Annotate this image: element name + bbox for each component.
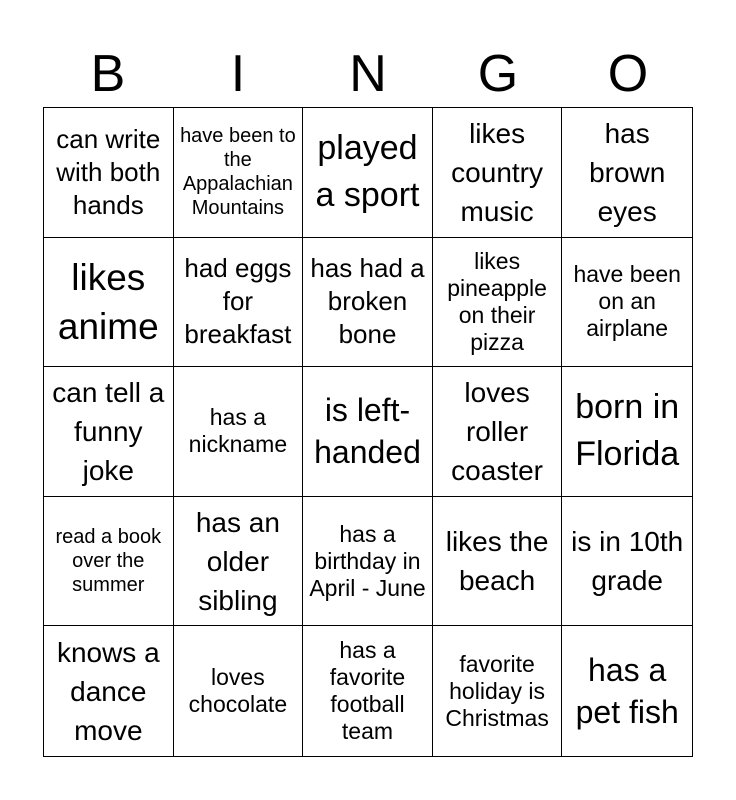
cell-text: knows a dance move (56, 636, 160, 746)
cell-text: can write with both hands (56, 123, 161, 220)
cell-text: has brown eyes (589, 117, 666, 227)
bingo-cell[interactable] (433, 626, 563, 756)
bingo-cell[interactable] (433, 497, 563, 627)
bingo-cell[interactable] (303, 367, 433, 497)
bingo-cell[interactable] (433, 238, 563, 368)
cell-text: has a favorite football team (329, 637, 406, 745)
header-letter-o: O (607, 45, 649, 103)
bingo-cell[interactable] (174, 108, 304, 238)
cell-text: loves chocolate (188, 664, 288, 718)
bingo-cell[interactable] (303, 108, 433, 238)
bingo-cell[interactable] (562, 238, 692, 368)
bingo-cell[interactable] (44, 367, 174, 497)
cell-text: likes the beach (445, 526, 549, 597)
cell-text: likes pineapple on their pizza (447, 247, 547, 355)
cell-text: has a birthday in April - June (309, 520, 426, 601)
header-letter-g: G (477, 45, 519, 103)
cell-text: likes anime (57, 256, 159, 347)
cell-text: has a pet fish (575, 652, 679, 731)
bingo-cell[interactable] (562, 626, 692, 756)
bingo-board (43, 107, 693, 757)
bingo-cell[interactable] (303, 497, 433, 627)
bingo-cell[interactable] (433, 108, 563, 238)
cell-text: had eggs for breakfast (184, 253, 292, 350)
header-letter-n: N (349, 45, 387, 103)
cell-text: favorite holiday is Christmas (445, 650, 549, 731)
header-letter-b: B (90, 45, 126, 103)
cell-text: read a book over the summer (55, 526, 162, 597)
cell-text: likes country music (451, 117, 543, 227)
bingo-cell[interactable] (174, 626, 304, 756)
cell-text: can tell a funny joke (52, 376, 165, 486)
cell-text: is in 10th grade (571, 526, 684, 597)
cell-text: played a sport (315, 129, 420, 215)
bingo-cell[interactable] (44, 238, 174, 368)
bingo-cell[interactable] (562, 367, 692, 497)
bingo-cell[interactable] (44, 626, 174, 756)
cell-text: has a nickname (188, 404, 288, 458)
cell-text: is left-handed (314, 392, 421, 471)
cell-text: have been on an airplane (573, 261, 681, 342)
bingo-cell[interactable] (303, 626, 433, 756)
bingo-cell[interactable] (303, 238, 433, 368)
cell-text: has an older sibling (195, 506, 280, 616)
cell-text: has had a broken bone (310, 253, 425, 350)
cell-text: have been to the Appalachian Mountains (180, 125, 296, 220)
bingo-cell[interactable] (44, 108, 174, 238)
cell-text: born in Florida (575, 388, 680, 474)
bingo-cell[interactable] (562, 108, 692, 238)
cell-text: loves roller coaster (451, 376, 543, 486)
header-letter-i: I (230, 45, 246, 103)
bingo-header (43, 40, 693, 108)
bingo-cell[interactable] (433, 367, 563, 497)
bingo-cell[interactable] (174, 367, 304, 497)
bingo-cell[interactable] (562, 497, 692, 627)
bingo-cell[interactable] (44, 497, 174, 627)
bingo-cell[interactable] (174, 238, 304, 368)
bingo-cell[interactable] (174, 497, 304, 627)
